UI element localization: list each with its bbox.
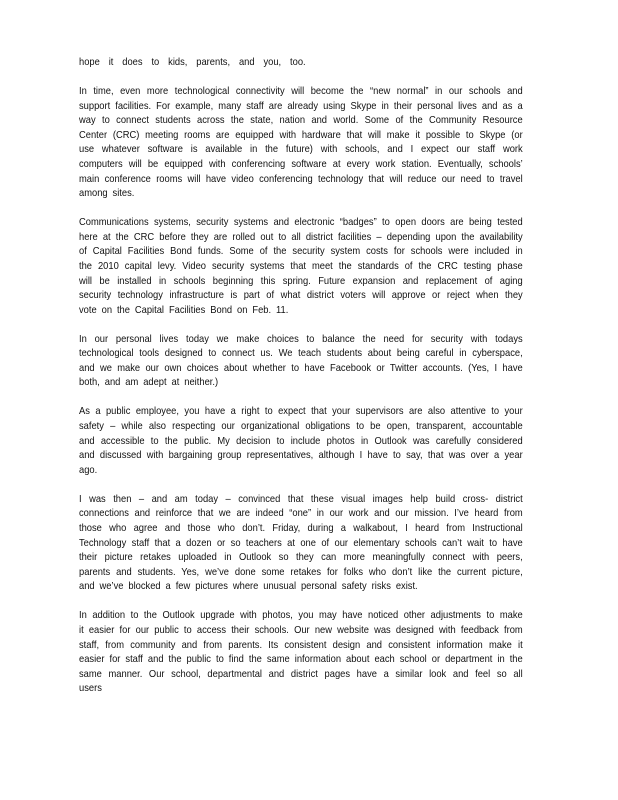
paragraph-opening-fragment: hope it does to kids, parents, and you, too. [79,57,306,68]
paragraph-outlook-upgrade: In addition to the Outlook upgrade with photos, you may have noticed other adjustments to make it easier for our public to access their schools. Our new website was designed with feedback from staff, from community and from parents. Its consistent design and consistent information make it easier for staff and the public to find the same information about each school or department in the same manner. Our school, departmental and district pages have a similar look and feel so all users [79,610,523,695]
paragraph-personal-lives: In our personal lives today we make choices to balance the need for security with todays technological tools designed to connect us. We teach students about being careful in cyberspace, and we make our own choices about whether to have Facebook or Twitter accounts. (Yes, I have both, and am adept at neither.) [79,333,523,389]
paragraph-security-systems: Communications systems, security systems and electronic “badges” to open doors are being tested here at the CRC before they are rolled out to all district facilities – depending upon the availability of Capital Facilities Bond funds. Some of the security system costs for schools were included in the 2010 capital levy. Video security systems that meet the standards of the CRC testing phase will be installed in schools beginning this spring. Future expansion and replacement of aging security technology infrastructure is part of what district voters will approve or reject when they vote on the Capital Facilities Bond on Feb. 11. [79,217,523,316]
document-body [79,56,523,711]
paragraph-visual-images: I was then – and am today – convinced that these visual images help build cross- district connections and reinforce that we are indeed “one” in our work and our mission. I’ve heard from those who agree and those who don’t. Friday, during a walkabout, I heard from Instructional Technology staff that a dozen or so teachers at one of our elementary schools can’t wait to have their picture retakes uploaded in Outlook so they can more meaningfully connect with peers, parents and students. Yes, we’ve done some retakes for folks who don’t like the current picture, and we’ve blocked a few pictures where unusual personal safety risks exist. [79,493,523,593]
paragraph-technological-connectivity: In time, even more technological connectivity will become the “new normal” in our schools and support facilities. For example, many staff are already using Skype in their personal lives and as a way to connect students across the state, nation and world. Some of the Community Resource Center (CRC) meeting rooms are equipped with hardware that will make it possible to Skype (or use whatever software is available in the future) with schools, and I expect our staff work computers will be equipped with conferencing software at every work station. Eventually, schools’ main conference rooms will have video conferencing technology that will reduce our need to travel among sites. [79,85,523,200]
paragraph-public-employee: As a public employee, you have a right to expect that your supervisors are also attentive to your safety – while also respecting our organizational obligations to be open, transparent, accountable and accessible to the public. My decision to include photos in Outlook was carefully considered and discussed with bargaining group representatives, although I have to say, that was over a year ago. [79,406,523,476]
